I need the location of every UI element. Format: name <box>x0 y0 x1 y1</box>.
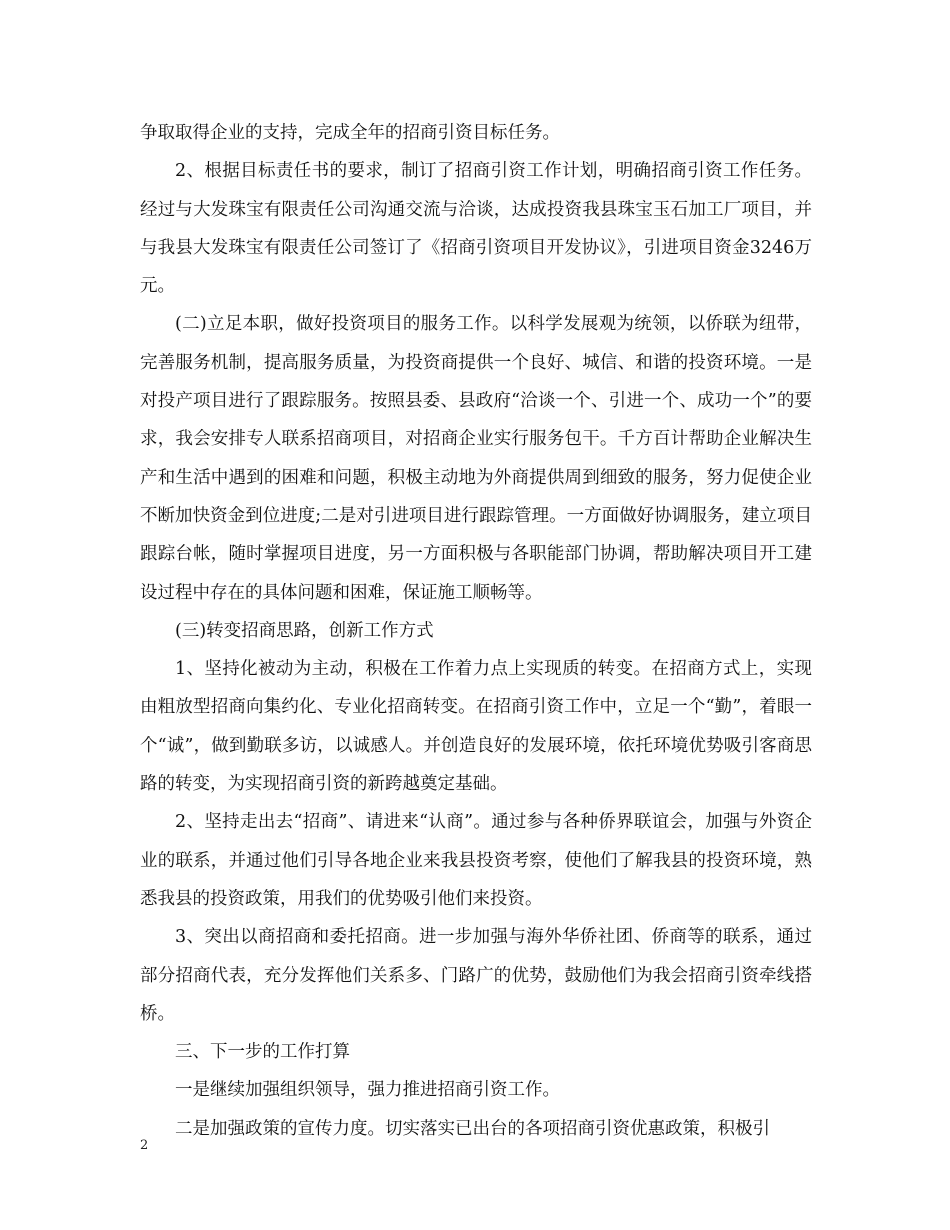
paragraph-7: 3、突出以商招商和委托招商。进一步加强与海外华侨社团、侨商等的联系，通过部分招商代表，充分发挥他们关系多、门路广的优势，鼓励他们为我会招商引资牵线搭桥。 <box>140 927 812 1024</box>
paragraph-5: 1、坚持化被动为主动，积极在工作着力点上实现质的转变。在招商方式上，实现由粗放型招商向集约化、专业化招商转变。在招商引资工作中，立足一个“勤”，着眼一个“诚”，做到勤联多访，以诚感人。并创造良好的发展环境，依托环境优势吸引客商思路的转变，为实现招商引资的新跨越奠定基础。 <box>140 659 812 795</box>
section-heading-3: (三)转变招商思路，创新工作方式 <box>175 620 434 641</box>
document-body <box>140 114 812 1148</box>
paragraph-3: (二)立足本职，做好投资项目的服务工作。以科学发展观为统领，以侨联为纽带，完善服务机制，提高服务质量，为投资商提供一个良好、城信、和谐的投资环境。一是对投产项目进行了跟踪服务。按照县委、县政府“洽谈一个、引进一个、成功一个”的要求，我会安排专人联系招商项目，对招商企业实行服务包干。千方百计帮助企业解决生产和生活中遇到的困难和问题，积极主动地为外商提供周到细致的服务，努力促使企业不断加快资金到位进度;二是对引进项目进行跟踪管理。一方面做好协调服务，建立项目跟踪台帐，随时掌握项目进度，另一方面积极与各职能部门协调，帮助解决项目开工建设过程中存在的具体问题和困难，保证施工顺畅等。 <box>140 314 812 603</box>
paragraph-9: 一是继续加强组织领导，强力推进招商引资工作。 <box>175 1080 560 1101</box>
paragraph-10: 二是加强政策的宣传力度。切实落实已出台的各项招商引资优惠政策，积极引 <box>175 1118 770 1139</box>
section-heading-next-steps: 三、下一步的工作打算 <box>175 1042 350 1063</box>
page-number: 2 <box>140 1138 149 1153</box>
paragraph-1: 争取取得企业的支持，完成全年的招商引资目标任务。 <box>140 123 560 143</box>
paragraph-6: 2、坚持走出去“招商”、请进来“认商”。通过参与各种侨界联谊会，加强与外资企业的联系，并通过他们引导各地企业来我县投资考察，使他们了解我县的投资环境，熟悉我县的投资政策，用我们的优势吸引他们来投资。 <box>140 812 812 909</box>
paragraph-2: 2、根据目标责任书的要求，制订了招商引资工作计划，明确招商引资工作任务。经过与大发珠宝有限责任公司沟通交流与洽谈，达成投资我县珠宝玉石加工厂项目，并与我县大发珠宝有限责任公司签订了《招商引资项目开发协议》，引进项目资金3246万元。 <box>140 161 812 297</box>
